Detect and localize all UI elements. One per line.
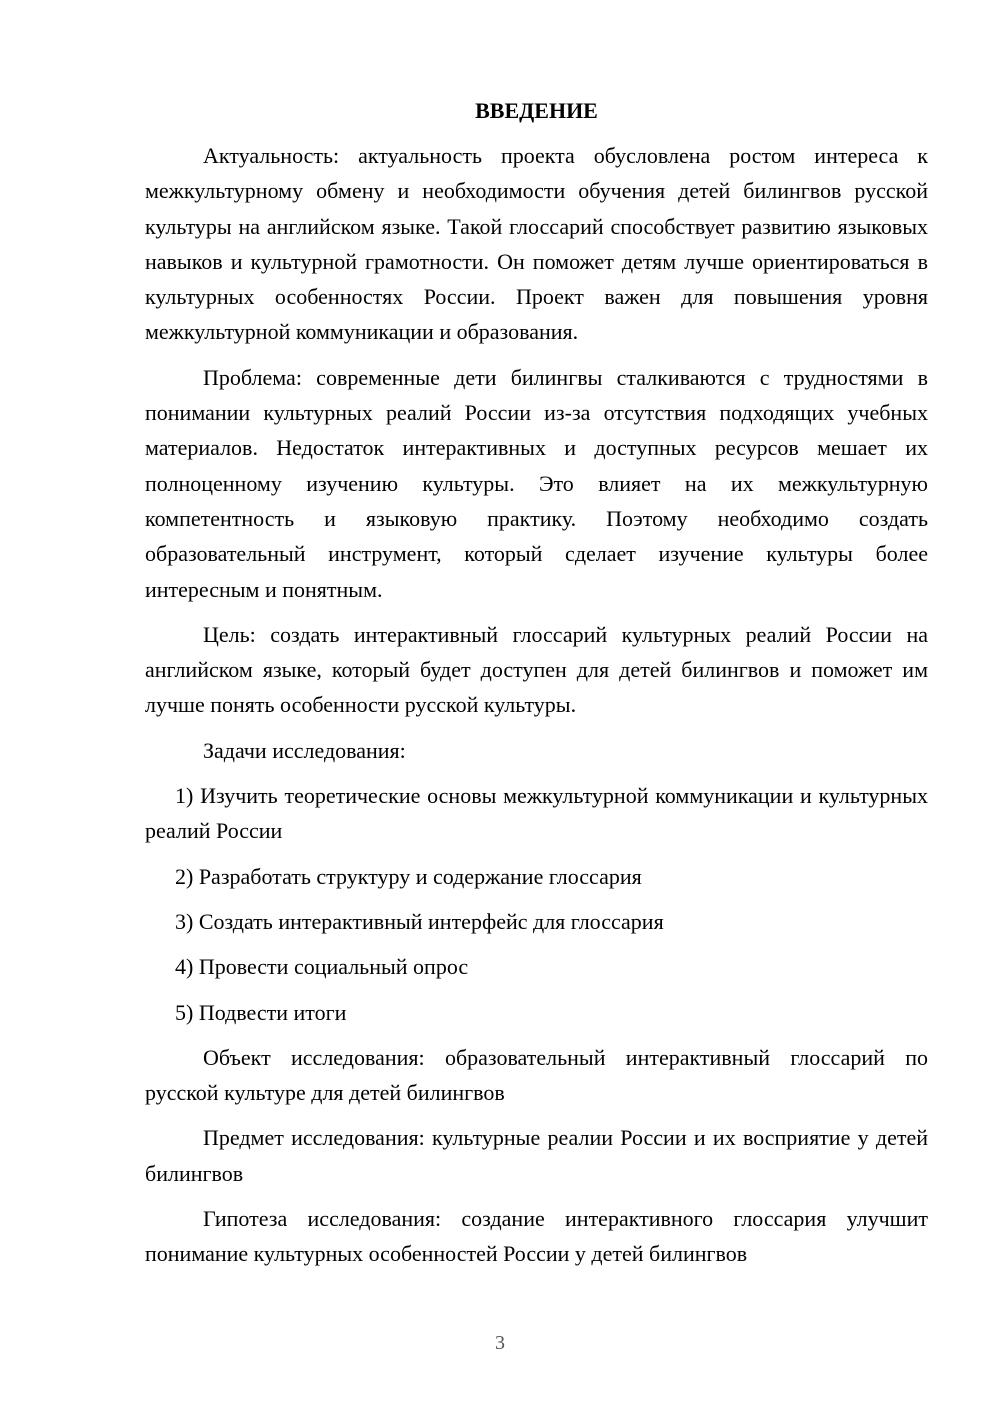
task-item-1: 1) Изучить теоретические основы межкультурной коммуникации и культурных реалий России [145, 783, 928, 844]
task-item-4: 4) Провести социальный опрос [175, 954, 469, 980]
paragraph-object: Объект исследования: образовательный интерактивный глоссарий по русской культуре для детей билингвов [145, 1044, 928, 1106]
paragraph-hypothesis: Гипотеза исследования: создание интерактивного глоссария улучшит понимание культурных особенностей России у детей билингвов [145, 1206, 928, 1267]
paragraph-problem: Проблема: современные дети билингвы сталкиваются с трудностями в понимании культурных реалий России из-за отсутствия подходящих учебных материалов. Недостаток интерактивных и доступных ресурсов мешает их полноценному изучению культуры. Это влияет на их межкультурную компетентность и языковую практику. Поэтому необходимо создать образовательный инструмент, который сделает изучение культуры более интересным и понятным. [145, 364, 928, 602]
document-page [145, 93, 928, 1282]
paragraph-subject: Предмет исследования: культурные реалии России и их восприятие у детей билингвов [145, 1125, 928, 1186]
paragraph-relevance: Актуальность: актуальность проекта обусловлена ростом интереса к межкультурному обмену и необходимости обучения детей билингвов русской культуры на английском языке. Такой глоссарий способствует развитию языковых навыков и культурной грамотности. Он поможет детям лучше ориентироваться в культурных особенностях России. Проект важен для повышения уровня межкультурной коммуникации и образования. [145, 143, 928, 345]
task-item-3: 3) Создать интерактивный интерфейс для глоссария [175, 908, 664, 934]
page-number: 3 [495, 1332, 505, 1354]
document-title: ВВЕДЕНИЕ [475, 98, 598, 123]
paragraph-tasks-heading: Задачи исследования: [203, 737, 406, 763]
task-item-2: 2) Разработать структуру и содержание глоссария [175, 863, 642, 889]
paragraph-goal: Цель: создать интерактивный глоссарий культурных реалий России на английском языке, который будет доступен для детей билингвов и поможет им лучше понять особенности русской культуры. [145, 621, 928, 718]
task-item-5: 5) Подвести итоги [175, 999, 347, 1025]
